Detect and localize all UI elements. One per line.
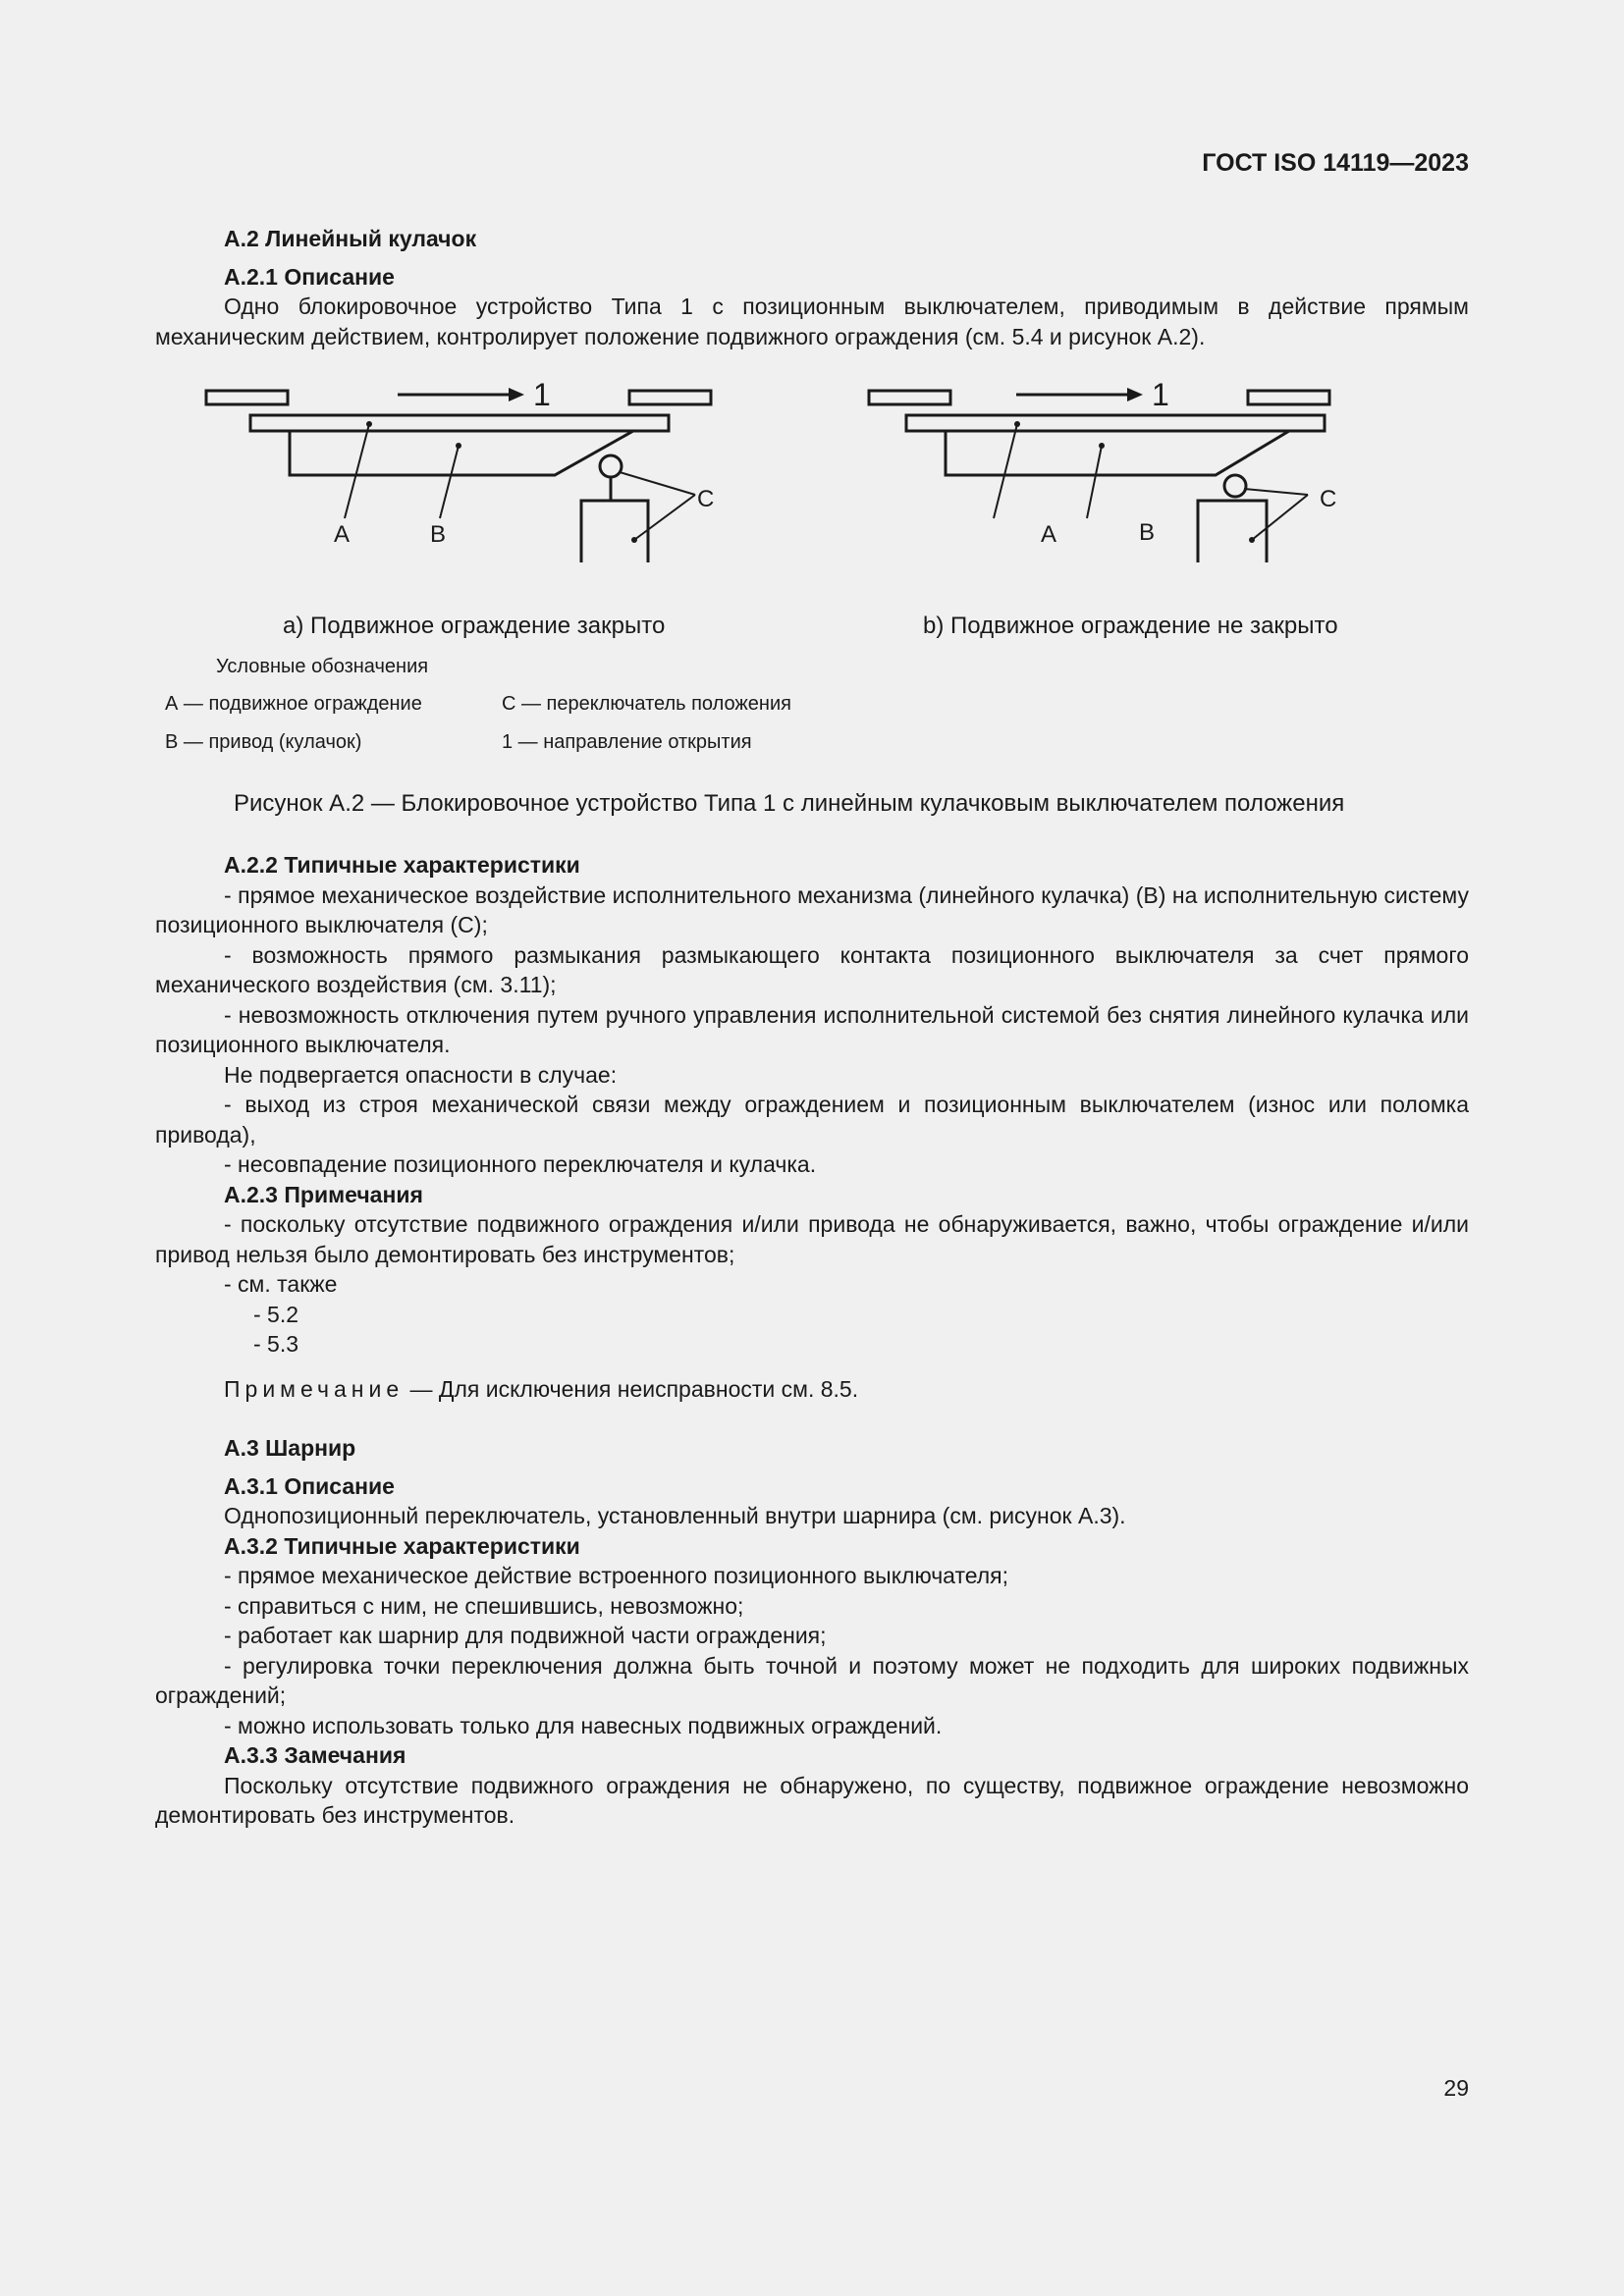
subsection-title-a21: А.2.1 Описание: [224, 263, 395, 290]
list-item: - можно использовать только для навесных подвижных ограждений.: [224, 1712, 943, 1738]
legend-item: С — переключатель положения: [502, 693, 791, 715]
guard-frame-left: [869, 391, 950, 404]
movable-guard-a: [906, 415, 1325, 431]
guard-frame-right: [1248, 391, 1329, 404]
note: [155, 1374, 1469, 1405]
legend-title: Условные обозначения: [216, 656, 429, 677]
list-item: - несовпадение позиционного переключателя и кулачка.: [224, 1151, 817, 1177]
paragraph-a21: Одно блокировочное устройство Типа 1 с позиционным выключателем, приводимым в действие прямым механическим действием, контролирует положение подвижного ограждения (см. 5.4 и рисунок А.2).: [155, 294, 1469, 349]
position-switch-body: [581, 501, 648, 562]
list-item: - работает как шарнир для подвижной части ограждения;: [224, 1623, 827, 1648]
list-item: - невозможность отключения путем ручного управления исполнительной системой без снятия линейного кулачка или позиционного выключателя.: [155, 1001, 1469, 1057]
list-item: - поскольку отсутствие подвижного ограждения и/или привода не обнаруживается, важно, чтобы ограждение и/или привод нельзя было демонтировать без инструментов;: [155, 1211, 1469, 1267]
switch-roller-c: [600, 455, 622, 477]
cam-actuator-b: [290, 431, 633, 475]
leader-line-a: [345, 424, 369, 518]
label-a: A: [334, 521, 351, 548]
leader-dot: [1099, 443, 1105, 449]
label-c: C: [697, 486, 715, 512]
movable-guard-a: [250, 415, 669, 431]
list-item: Не подвергается опасности в случае:: [224, 1061, 618, 1088]
leader-dot: [631, 537, 637, 543]
leader-line-b: [1087, 446, 1102, 518]
leader-line-c1: [620, 472, 695, 495]
leader-dot: [456, 443, 461, 449]
section-a2: [155, 224, 1469, 351]
list-item: - прямое механическое воздействие исполнительного механизма (линейного кулачка) (В) на исполнительную систему позиционного выключателя (С);: [155, 881, 1469, 937]
label-b: B: [1139, 519, 1156, 546]
list-item: - см. также: [224, 1271, 338, 1297]
page-number: 29: [1443, 2075, 1469, 2101]
leader-dot: [1014, 421, 1020, 427]
subsection-title-a32: А.3.2 Типичные характеристики: [224, 1532, 580, 1559]
leader-line-a: [994, 424, 1017, 518]
position-switch-body: [1198, 501, 1267, 562]
leader-line-b: [440, 446, 459, 518]
caption-a: a) Подвижное ограждение закрыто: [283, 613, 666, 639]
list-item: - выход из строя механической связи между ограждением и позиционным выключателем (износ или поломка привода),: [155, 1092, 1469, 1148]
direction-arrow-head: [509, 388, 524, 401]
label-direction: 1: [1152, 377, 1169, 412]
subsection-title-a33: А.3.3 Замечания: [224, 1742, 406, 1768]
list-item: - прямое механическое действие встроенного позиционного выключателя;: [224, 1563, 1009, 1588]
subsection-title-a23: А.2.3 Примечания: [224, 1181, 423, 1207]
reference-item: - 5.2: [253, 1301, 299, 1327]
section-title-a2: А.2 Линейный кулачок: [224, 226, 477, 251]
subsection-title-a31: А.3.1 Описание: [224, 1472, 395, 1499]
label-direction: 1: [533, 377, 551, 412]
caption-b: b) Подвижное ограждение не закрыто: [923, 613, 1338, 639]
section-a22: [155, 850, 1469, 1404]
label-a: A: [1041, 521, 1057, 548]
diagram-b-open: [869, 391, 1329, 562]
list-item: - возможность прямого размыкания размыкающего контакта позиционного выключателя за счет прямого механического воздействия (см. 3.11);: [155, 941, 1469, 997]
subsection-title-a22: А.2.2 Типичные характеристики: [224, 852, 580, 878]
leader-dot: [1249, 537, 1255, 543]
diagram-a-closed: [206, 391, 711, 562]
paragraph-a33: Поскольку отсутствие подвижного ограждения не обнаружено, по существу, подвижное ограждение невозможно демонтировать без инструментов.: [155, 1772, 1469, 1828]
switch-roller-c: [1224, 475, 1246, 497]
section-title-a3: А.3 Шарнир: [224, 1435, 356, 1461]
list-item: - регулировка точки переключения должна быть точной и поэтому может не подходить для широких подвижных ограждений;: [155, 1652, 1469, 1708]
note-label: Примечание: [224, 1375, 405, 1402]
guard-frame-left: [206, 391, 288, 404]
cam-actuator-b: [946, 431, 1289, 475]
legend-item: А — подвижное ограждение: [165, 693, 422, 715]
label-b: B: [430, 521, 447, 548]
reference-item: - 5.3: [253, 1331, 299, 1357]
direction-arrow-head: [1127, 388, 1143, 401]
figure-title: Рисунок А.2 — Блокировочное устройство Типа 1 с линейным кулачковым выключателем положения: [234, 790, 1345, 817]
note-text: — Для исключения неисправности см. 8.5.: [404, 1375, 859, 1402]
section-a3: [155, 1433, 1469, 1831]
leader-line-c1: [1244, 489, 1308, 495]
label-c: C: [1320, 486, 1337, 512]
guard-frame-right: [629, 391, 711, 404]
document-header: ГОСТ ISO 14119—2023: [1202, 149, 1469, 177]
legend-item: В — привод (кулачок): [165, 731, 362, 753]
list-item: - справиться с ним, не спешившись, невозможно;: [224, 1592, 744, 1619]
leader-dot: [366, 421, 372, 427]
legend-item: 1 — направление открытия: [502, 731, 752, 753]
paragraph-a31: Однопозиционный переключатель, установленный внутри шарнира (см. рисунок А.3).: [224, 1503, 1126, 1528]
figure-a2-diagrams: [196, 373, 1463, 579]
